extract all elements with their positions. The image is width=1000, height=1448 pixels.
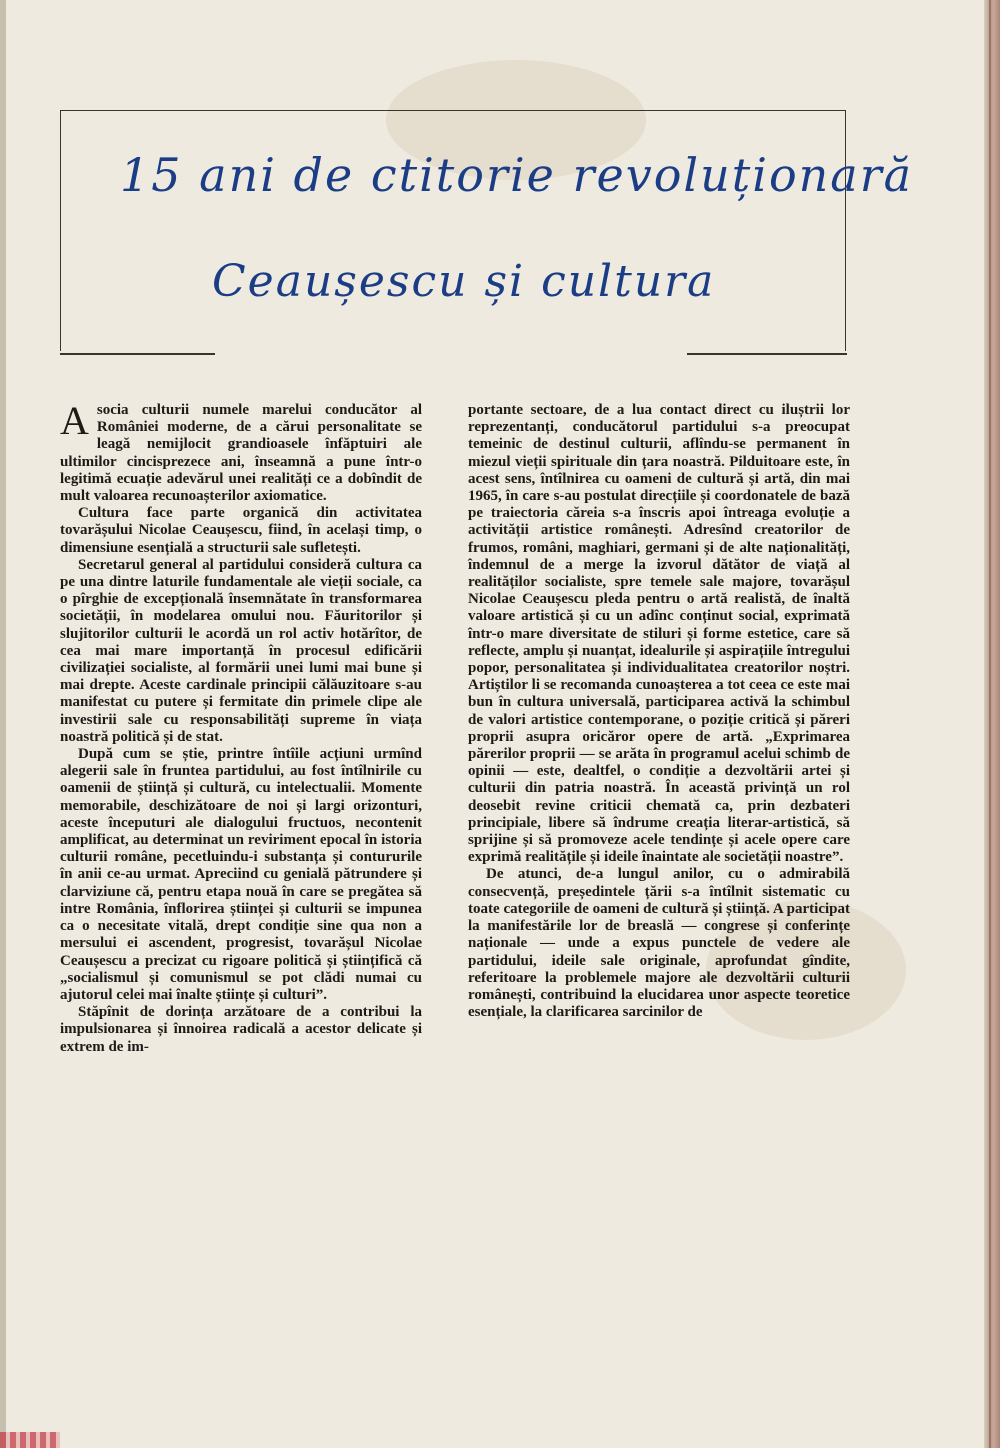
text-column-right bbox=[468, 402, 850, 1021]
article-subtitle: Ceaușescu și cultura bbox=[212, 256, 716, 307]
paragraph: Secretarul general al partidului consideră cultura ca pe una dintre laturile fundamentale ale vieții sociale, ca o pîrghie de excepțională însemnătate în transformarea societății, în modelarea omului nou. Făuritorilor și slujitorilor culturii le acordă un rol activ hotărîtor, de cea mai mare importanță în procesul edificării civilizației socialiste, al formării unei lumi mai bune și mai drepte. Aceste cardinale principii călăuzitoare s-au manifestat cu putere și fermitate din primele clipe ale investirii sale cu responsabilități supreme în viața noastră politică și de stat. bbox=[60, 556, 422, 745]
paragraph: De atunci, de-a lungul anilor, cu o admirabilă consecvență, președintele țării s-a întîlnit sistematic cu toate categoriile de oameni de cultură și știință. A participat la manifestările lor de breaslă — congrese și conferințe naționale — unde a expus punctele de vedere ale partidului, ideile sale originale, aprofundat gîndite, referitoare la problemele majore ale dezvoltării culturii românești, contribuind la elucidarea unor aspecte teoretice esențiale, la clarificarea sarcinilor de bbox=[468, 866, 850, 1021]
paragraph bbox=[60, 398, 422, 505]
frame-rule-left bbox=[60, 353, 215, 355]
paragraph-text: socia culturii numele marelui conducător al României moderne, de a cărui personalitate se leagă nemijlocit grandioasele înfăptuiri ale ultimilor cincisprezece ani, înseamnă a pune într-o legitimă ecuație adevărul unei realități ce a dobîndit de mult valoarea recunoașterilor axiomatice. bbox=[60, 402, 422, 505]
paragraph: Stăpînit de dorința arzătoare de a contribui la impulsionarea și înnoirea radicală a acestor delicate și extrem de im- bbox=[60, 1004, 422, 1055]
article-title: 15 ani de ctitorie revoluționară bbox=[120, 148, 914, 202]
text-column-left bbox=[60, 398, 422, 1056]
binding-edge bbox=[984, 0, 1000, 1448]
frame-rule-right bbox=[687, 353, 847, 355]
paragraph: Cultura face parte organică din activitatea tovarășului Nicolae Ceaușescu, fiind, în același timp, o dimensiune esențială a structurii sale sufletești. bbox=[60, 505, 422, 556]
color-strip-mark bbox=[0, 1432, 60, 1448]
title-frame bbox=[60, 110, 914, 351]
paragraph: portante sectoare, de a lua contact direct cu iluștrii lor reprezentanți, conducătorul partidului s-a preocupat temeinic de destinul culturii, aflîndu-se permanent în miezul vieții spirituale din țara noastră. Pilduitoare este, în acest sens, întîlnirea cu oameni de cultură și artă, din mai 1965, în care s-au postulat direcțiile și coordonatele de bază pe traiectoria căreia s-a înscris apoi întreaga evoluție a activității artistice românești. Adresînd creatorilor de frumos, români, maghiari, germani și de alte naționalități, îndemnul de a merge la izvorul dătător de viață al realităților socialiste, spre temele sale majore, tovarășul Nicolae Ceaușescu pleda pentru o artă realistă, de înaltă valoare artistică și cu un adînc conținut social, exprimată într-o mare diversitate de stiluri și forme estetice, care să reflecte, amplu și nuanțat, idealurile și aspirațiile întregului popor, personalitatea și individualitatea creatorilor noștri. Artiștilor li se recomanda cunoașterea a tot ceea ce este mai bun în cultura universală, participarea activă la schimbul de valori artistice contemporane, o poziție critică și păreri proprii asupra oricăror opere de artă. „Exprimarea părerilor proprii — se arăta în programul acelui schimb de opinii — este, dealtfel, o condiție a dezvoltării artei și culturii din patria noastră. În această privință un rol deosebit revine criticii chemată ca, prin dezbateri principiale, libere să îndrume creația literar-artistică, să sprijine și să promoveze acele tendințe și acele opere care exprimă realitățile și ideile înaintate ale societății noastre”. bbox=[468, 402, 850, 866]
drop-cap: A bbox=[60, 398, 89, 443]
paragraph: După cum se știe, printre întîile acțiuni urmînd alegerii sale în fruntea partidului, au fost întîlnirile cu oamenii de știință și cultură, cu intelectualii. Momente memorabile, deschizătoare de noi și largi orizonturi, aceste începuturi ale dialogului fructuos, necontenit amplificat, au determinat un reviriment epocal în istoria culturii române, pecetluindu-i substanța și contururile în anii ce-au urmat. Apreciind cu genială pătrundere și clarviziune că, pentru etapa nouă în care se pregătea să intre România, înflorirea științei și culturii se impunea ca o necesitate vitală, drept condiție sine qua non a mersului ei ascendent, progresist, tovarășul Nicolae Ceaușescu a precizat cu rigoare politică și științifică că „socialismul și comunismul se pot clădi numai cu ajutorul celei mai înalte științe și culturi”. bbox=[60, 746, 422, 1003]
